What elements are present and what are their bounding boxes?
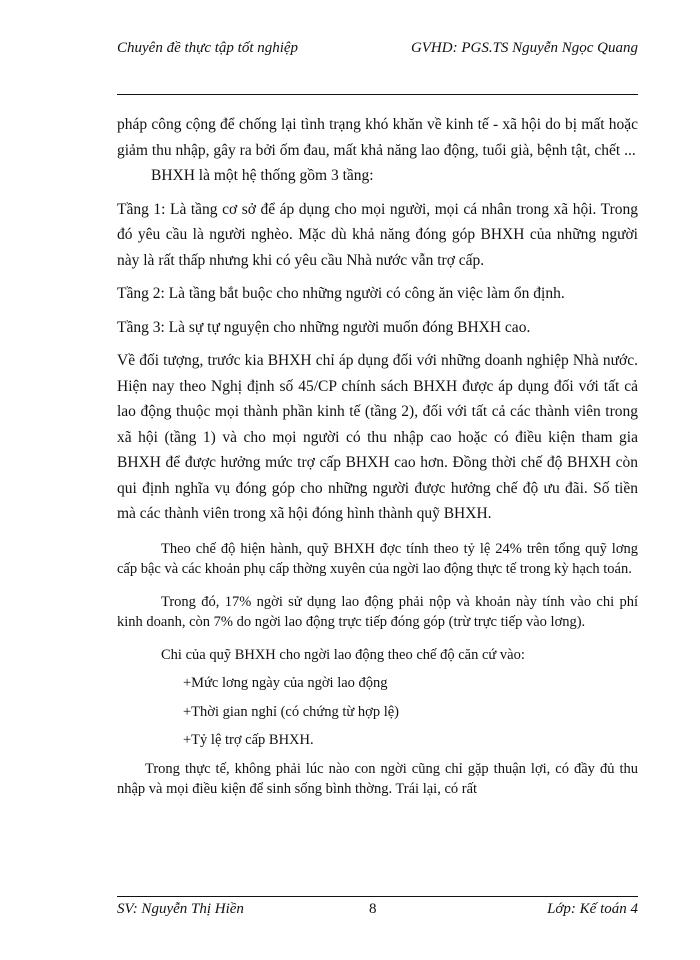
paragraph-10: Trong thực tế, không phải lúc nào con ngời cũng chỉ gặp thuận lợi, có đầy đủ thu nhập và mọi điều kiện để sinh sống bình thờng. Trái lại, có rất bbox=[117, 760, 638, 797]
footer-class: Lớp: Kế toán 4 bbox=[547, 901, 638, 917]
paragraph-8: Trong đó, 17% ngời sử dụng lao động phải nộp và khoản này tính vào chi phí kinh doanh, còn 7% do ngời lao động trực tiếp đóng góp (trừ trực tiếp vào lơng). bbox=[117, 593, 638, 630]
footer-divider bbox=[117, 896, 638, 897]
footer-student: SV: Nguyễn Thị Hiền bbox=[117, 901, 244, 917]
header-divider bbox=[117, 94, 638, 95]
list-item: +Thời gian nghỉ (có chứng từ hợp lệ) bbox=[183, 703, 400, 720]
header-title: Chuyên đề thực tập tốt nghiệp bbox=[117, 40, 299, 56]
page-footer bbox=[117, 901, 638, 921]
page-header bbox=[117, 40, 638, 64]
list-item: +Mức lơng ngày của ngời lao động bbox=[183, 675, 388, 691]
paragraph-2: BHXH là một hệ thống gồm 3 tầng: bbox=[151, 167, 374, 184]
paragraph-4: Tầng 2: Là tầng bắt buộc cho những người có công ăn việc làm ổn định. bbox=[117, 285, 565, 302]
page-body bbox=[117, 112, 638, 800]
paragraph-7: Theo chế độ hiện hành, quỹ BHXH đợc tính theo tỷ lệ 24% trên tổng quỹ lơng cấp bậc và các khoản phụ cấp thờng xuyên của ngời lao động thực tế trong kỳ hạch toán. bbox=[117, 540, 638, 577]
paragraph-5: Tầng 3: Là sự tự nguyện cho những người muốn đóng BHXH cao. bbox=[117, 318, 531, 336]
list-item: +Tỷ lệ trợ cấp BHXH. bbox=[183, 732, 314, 748]
header-advisor: GVHD: PGS.TS Nguyễn Ngọc Quang bbox=[410, 40, 638, 56]
paragraph-6: Về đối tượng, trước kia BHXH chỉ áp dụng đối với những doanh nghiệp Nhà nước. Hiện nay theo Nghị định số 45/CP chính sách BHXH được áp dụng đối với tất cả lao động thuộc mọi thành phần kinh tế (tầng 2), đối với tất cả các thành viên trong xã hội (tầng 1) và cho mọi người có thu nhập cao hoặc có điều kiện tham gia BHXH để được hưởng mức trợ cấp BHXH cao hơn. Đồng thời chế độ BHXH còn qui định nghĩa vụ đóng góp cho những người được hưởng chế độ ưu đãi. Số tiền mà các thành viên trong xã hội đóng hình thành quỹ BHXH. bbox=[117, 352, 638, 522]
paragraph-3: Tầng 1: Là tầng cơ sở để áp dụng cho mọi người, mọi cá nhân trong xã hội. Trong đó yêu cầu là người nghèo. Mặc dù khả năng đóng góp BHXH của những người này là rất thấp nhưng khi có yêu cầu Nhà nước vẫn trợ cấp. bbox=[117, 200, 638, 269]
paragraph-1: pháp công cộng để chống lại tình trạng khó khăn về kinh tế - xã hội do bị mất hoặc giảm thu nhập, gây ra bởi ốm đau, mất khả năng lao động, tuổi già, bệnh tật, chết ... bbox=[117, 116, 638, 159]
paragraph-9: Chi của quỹ BHXH cho ngời lao động theo chế độ căn cứ vào: bbox=[161, 646, 525, 663]
page-number: 8 bbox=[369, 901, 377, 917]
